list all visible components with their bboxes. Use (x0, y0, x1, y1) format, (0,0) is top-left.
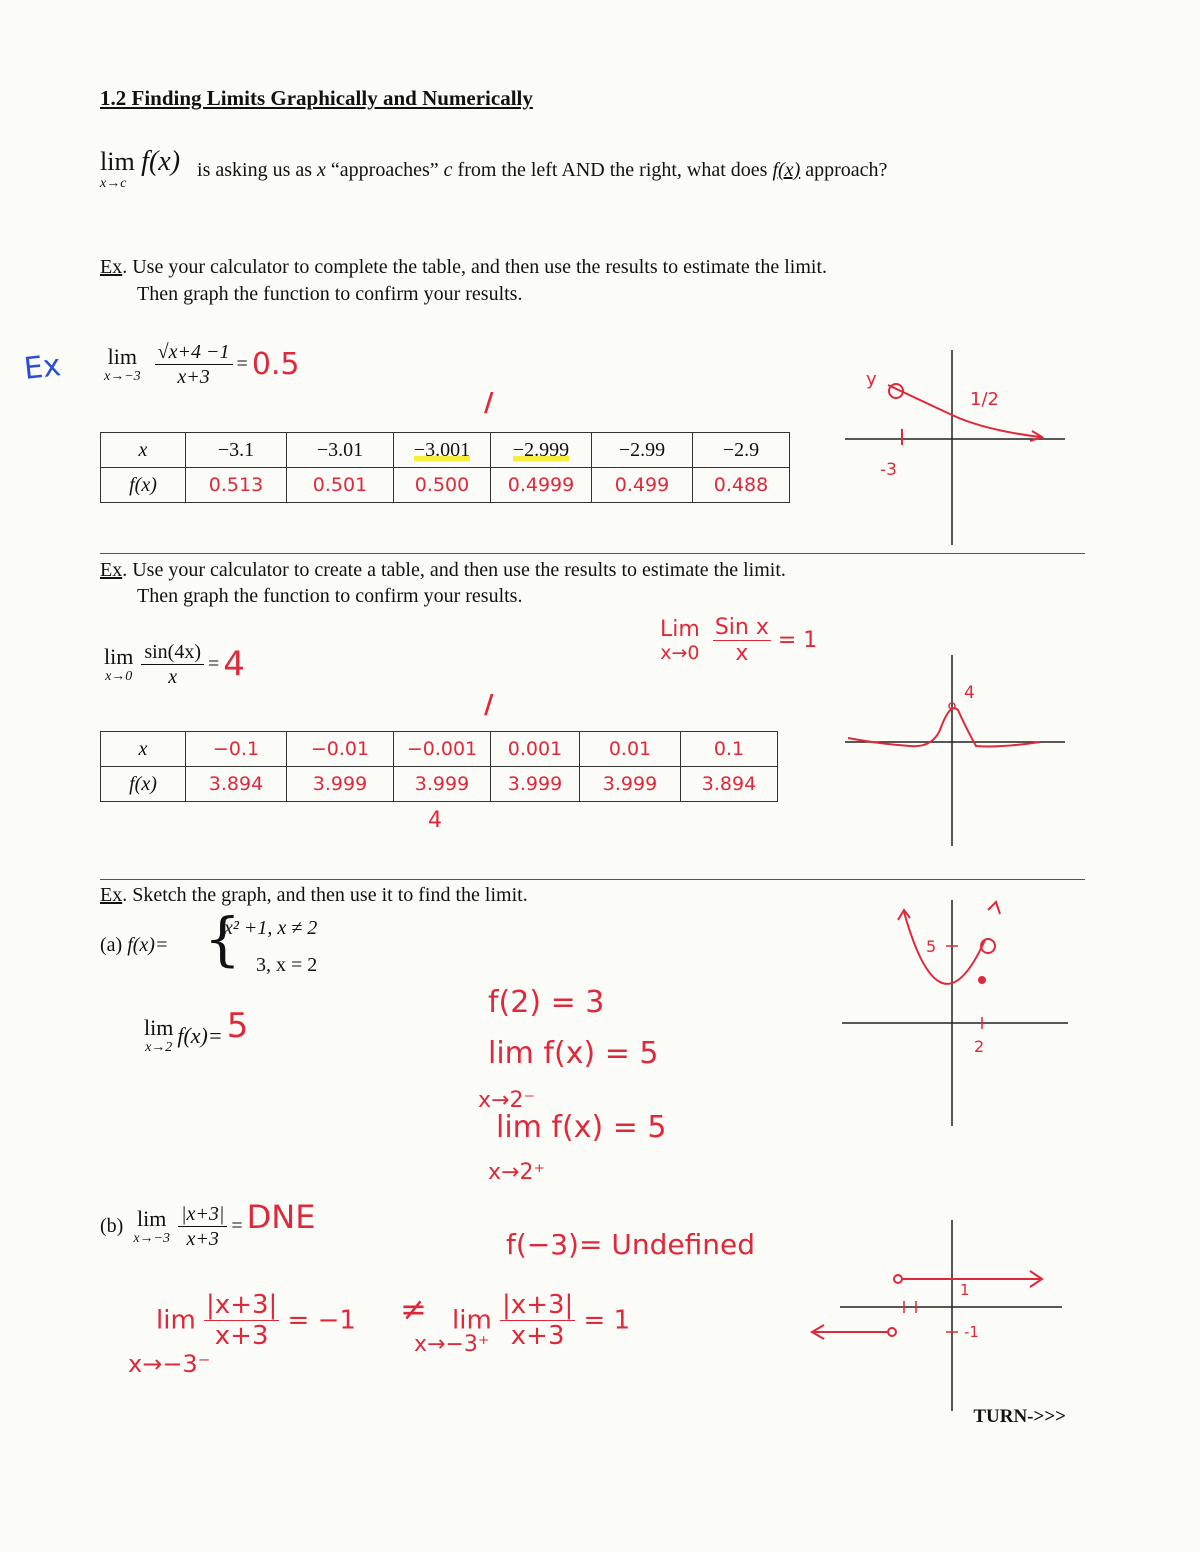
open-circle (894, 1275, 902, 1283)
piecewise-case-1: x² +1, x ≠ 2 (224, 917, 318, 939)
limit-fraction (178, 1202, 227, 1251)
equals-sign: = (236, 353, 248, 375)
var-c: c (443, 158, 453, 181)
table-cell (491, 433, 592, 468)
ex2-table (100, 731, 778, 802)
table-row (101, 468, 790, 503)
part-a-label (100, 932, 168, 959)
fx-symbol: f(x)= (177, 1023, 223, 1048)
fx-symbol: f(x) (141, 146, 181, 177)
side-equals: = 1 (777, 628, 818, 653)
lim-subscript: x→2 (145, 1040, 173, 1055)
fx-symbol: f(x) (772, 158, 801, 181)
table-cell: 3.999 (580, 767, 681, 802)
ex1-answer: 0.5 (251, 347, 300, 382)
left-limit-work (156, 1290, 356, 1351)
lim-subscript: x→−3 (133, 1230, 170, 1246)
x-tick-label: -3 (880, 460, 897, 480)
denominator: x+3 (214, 1321, 269, 1351)
ex1-instructions (100, 254, 827, 281)
ex2-graph (840, 650, 1070, 850)
table-cell: 0.499 (592, 468, 693, 503)
part-label: (a) (100, 934, 123, 956)
intro-text: is asking us as (197, 158, 318, 181)
not-equal-sign: ≠ (400, 1290, 427, 1328)
numerator: |x+3| (502, 1290, 574, 1320)
undefined-note: f(−3)= Undefined (506, 1228, 755, 1261)
lim-subscript: x→c (100, 176, 127, 191)
lim-word: lim (107, 343, 137, 369)
instruction-line: . Use your calculator to complete the table, and then use the results to estimate the limit. (122, 256, 828, 278)
part-b-answer: DNE (246, 1197, 316, 1236)
table-cell: 0.01 (580, 732, 681, 767)
table-cell: 0.501 (287, 468, 394, 503)
left-subscript: x→−3⁻ (128, 1350, 211, 1378)
ex1-instructions-line2: Then graph the function to confirm your results. (137, 283, 523, 305)
part-label: (b) (100, 1215, 124, 1237)
lim-subscript: x→−3 (104, 368, 141, 384)
section-divider (100, 879, 1085, 880)
lim-subscript: x→0 (660, 642, 700, 664)
ex2-instructions-line2: Then graph the function to confirm your results. (137, 585, 523, 607)
numerator: √x+4 −1 (155, 340, 233, 365)
table-cell: 3.894 (681, 767, 778, 802)
right-fraction (500, 1290, 575, 1351)
table-cell: −0.01 (287, 732, 394, 767)
ex-label: Ex (100, 256, 123, 278)
equals-sign: = (231, 1215, 243, 1237)
ex-label: Ex (100, 559, 123, 581)
row-label-f: f(x) (101, 767, 186, 802)
ex1-table (100, 432, 790, 503)
work-line: lim f(x) = 5 (488, 1036, 659, 1071)
lim-word: lim (156, 1305, 196, 1336)
arrow-head (988, 902, 1000, 914)
ex2-instructions (100, 557, 786, 584)
y-tick-label: 1 (960, 1281, 970, 1299)
filled-point (978, 976, 986, 984)
ex3-instructions (100, 882, 528, 909)
intro-text: approach? (800, 158, 888, 181)
numerator: Sin x (714, 615, 769, 640)
lim-word: lim (104, 643, 134, 669)
instruction-line: . Sketch the graph, and then use it to find the limit. (122, 884, 528, 906)
margin-note: Ex (22, 348, 63, 387)
denominator: x (168, 666, 178, 688)
right-subscript: x→−3⁺ (414, 1332, 490, 1357)
part-a-limit (144, 1006, 249, 1056)
row-label-f: f(x) (101, 468, 186, 503)
table-cell: 3.999 (491, 767, 580, 802)
table-cell: 3.999 (287, 767, 394, 802)
denominator: x (735, 641, 749, 666)
table-cell: 0.4999 (491, 468, 592, 503)
turn-label: TURN->>> (973, 1406, 1066, 1427)
limit-notation (133, 1207, 170, 1247)
intro-text: “approaches” (325, 158, 444, 181)
numerator: sin(4x) (141, 640, 204, 665)
row-label-x: x (101, 433, 186, 468)
denominator: x+3 (510, 1321, 565, 1351)
table-cell: −3.1 (186, 433, 287, 468)
side-lim (660, 617, 700, 664)
limit-definition (100, 148, 887, 192)
left-fraction (204, 1290, 279, 1351)
x-tick-label: 2 (974, 1037, 985, 1056)
part-b-limit (100, 1197, 316, 1251)
ex1-limit (104, 340, 300, 389)
half-label: 1/2 (970, 389, 999, 410)
var-x: x (317, 158, 326, 181)
table-cell: 0.001 (491, 732, 580, 767)
part-a-graph (840, 890, 1070, 1130)
numerator: |x+3| (206, 1290, 278, 1320)
table-cell: 0.513 (186, 468, 287, 503)
highlighted-value: −2.999 (512, 438, 570, 461)
ex-label: Ex (100, 884, 123, 906)
part-a-answer: 5 (226, 1006, 249, 1046)
y-label: y (866, 369, 877, 390)
ex2-answer: 4 (223, 644, 245, 685)
table-cell: 0.500 (394, 468, 491, 503)
limit-notation (104, 645, 133, 685)
work-subscript: x→2⁻ (478, 1088, 536, 1113)
lim-word: lim (100, 147, 135, 176)
section-divider (100, 553, 1085, 554)
function-curve (888, 385, 1040, 437)
y-tick-label: 5 (926, 937, 937, 956)
page-title: 1.2 Finding Limits Graphically and Numerically (100, 86, 533, 110)
side-note (660, 615, 817, 666)
work-line: lim f(x) = 5 (496, 1110, 667, 1145)
numerator: |x+3| (178, 1202, 227, 1227)
table-cell: −0.1 (186, 732, 287, 767)
instruction-line: . Use your calculator to create a table, and then use the results to estimate the limit. (122, 559, 786, 581)
brace: { (204, 905, 241, 973)
table-cell: 0.488 (693, 468, 790, 503)
lim-subscript: x→0 (105, 668, 133, 684)
piecewise-fx: f(x)= (127, 934, 169, 956)
intro-text: from the left AND the right, what does (452, 158, 773, 181)
lim-word: lim (452, 1305, 492, 1336)
lim-word: lim (136, 1205, 167, 1231)
work-subscript: x→2⁺ (488, 1160, 546, 1185)
lim-word: lim (144, 1015, 174, 1040)
table-cell (394, 433, 491, 468)
table-row (101, 433, 790, 468)
y-tick-label: -1 (964, 1323, 979, 1341)
table-cell: 3.999 (394, 767, 491, 802)
lim-word: Lim (660, 617, 700, 642)
denominator: x+3 (177, 366, 210, 388)
below-table-note: 4 (428, 808, 442, 833)
work-line: f(2) = 3 (488, 985, 605, 1020)
limit-notation (144, 1016, 173, 1056)
limit-fraction (155, 340, 233, 389)
function-curve (848, 708, 1040, 746)
table-row (101, 767, 778, 802)
table-cell: −3.01 (287, 433, 394, 468)
table-cell: −0.001 (394, 732, 491, 767)
table-row (101, 732, 778, 767)
limit-notation (104, 345, 141, 385)
tick-mark: / (484, 388, 494, 418)
denominator: x+3 (186, 1228, 219, 1250)
ex1-graph (840, 345, 1070, 550)
tick-mark: / (484, 690, 494, 720)
table-cell: 0.1 (681, 732, 778, 767)
highlighted-value: −3.001 (413, 438, 471, 461)
equals-sign: = (208, 653, 220, 675)
right-result: = 1 (583, 1305, 631, 1336)
table-cell: 3.894 (186, 767, 287, 802)
peak-label: 4 (964, 683, 975, 703)
side-fraction (713, 615, 771, 666)
piecewise-case-2: 3, x = 2 (256, 954, 318, 976)
limit-fraction (141, 640, 204, 689)
row-label-x: x (101, 732, 186, 767)
ex2-limit (104, 640, 245, 689)
part-b-graph (800, 1215, 1070, 1415)
left-result: = −1 (287, 1305, 356, 1336)
limit-notation (100, 148, 180, 192)
parabola-curve (904, 912, 985, 984)
open-circle (888, 1328, 896, 1336)
table-cell: −2.99 (592, 433, 693, 468)
table-cell: −2.9 (693, 433, 790, 468)
